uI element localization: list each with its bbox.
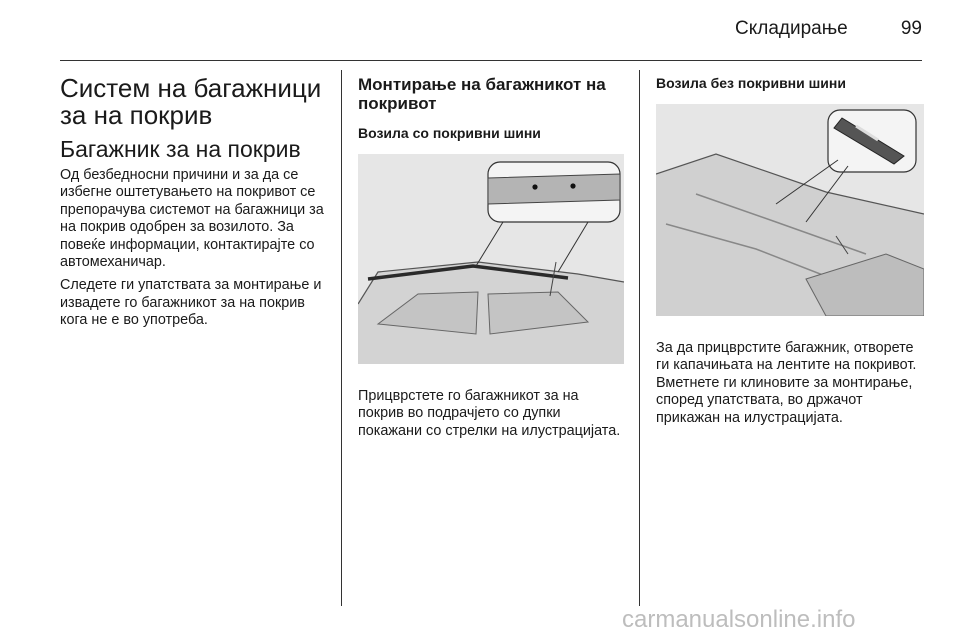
left-column — [60, 75, 332, 336]
no-rails-caption: За да прицврстите багажник, отворете ги капачињата на лентите на покривот. Вметнете ги клиновите за монтирање, според упатствата, во држачот прикажан на илустрацијата. — [656, 340, 917, 426]
mounting-title: Монтирање на багажникот на покривот — [358, 75, 606, 113]
watermark: carmanualsonline.info — [622, 606, 856, 633]
section-title: Систем на багажници за на покрив — [60, 73, 322, 130]
rails-caption: Прицврстете го багажникот за на покрив во подрачјето со дупки покажани со стрелки на илустрацијата. — [358, 388, 621, 439]
roof-no-rails-illustration — [656, 104, 924, 316]
page-number: 99 — [900, 18, 922, 39]
middle-column — [358, 75, 624, 446]
header-rule — [60, 60, 922, 61]
right-column — [656, 75, 924, 433]
no-rails-subtitle: Возила без покривни шини — [656, 75, 846, 91]
roof-rails-illustration — [358, 154, 624, 364]
rails-subtitle: Возила со покривни шини — [358, 125, 541, 141]
paragraph-instructions: Следете ги упатствата за монтирање и извадете го багажникот за на покрив кога не е во употреба. — [60, 277, 322, 329]
section-subtitle: Багажник за на покрив — [60, 136, 301, 162]
column-divider-2 — [639, 70, 640, 606]
header-title: Складирање — [735, 18, 848, 39]
column-divider-1 — [341, 70, 342, 606]
paragraph-safety: Од безбедносни причини и за да се избегне оштетувањето на покривот се препорачува системот на багажници за на покрив одобрен за возилото. За повеќе информации, контактирајте со автомеханичар. — [60, 167, 324, 271]
